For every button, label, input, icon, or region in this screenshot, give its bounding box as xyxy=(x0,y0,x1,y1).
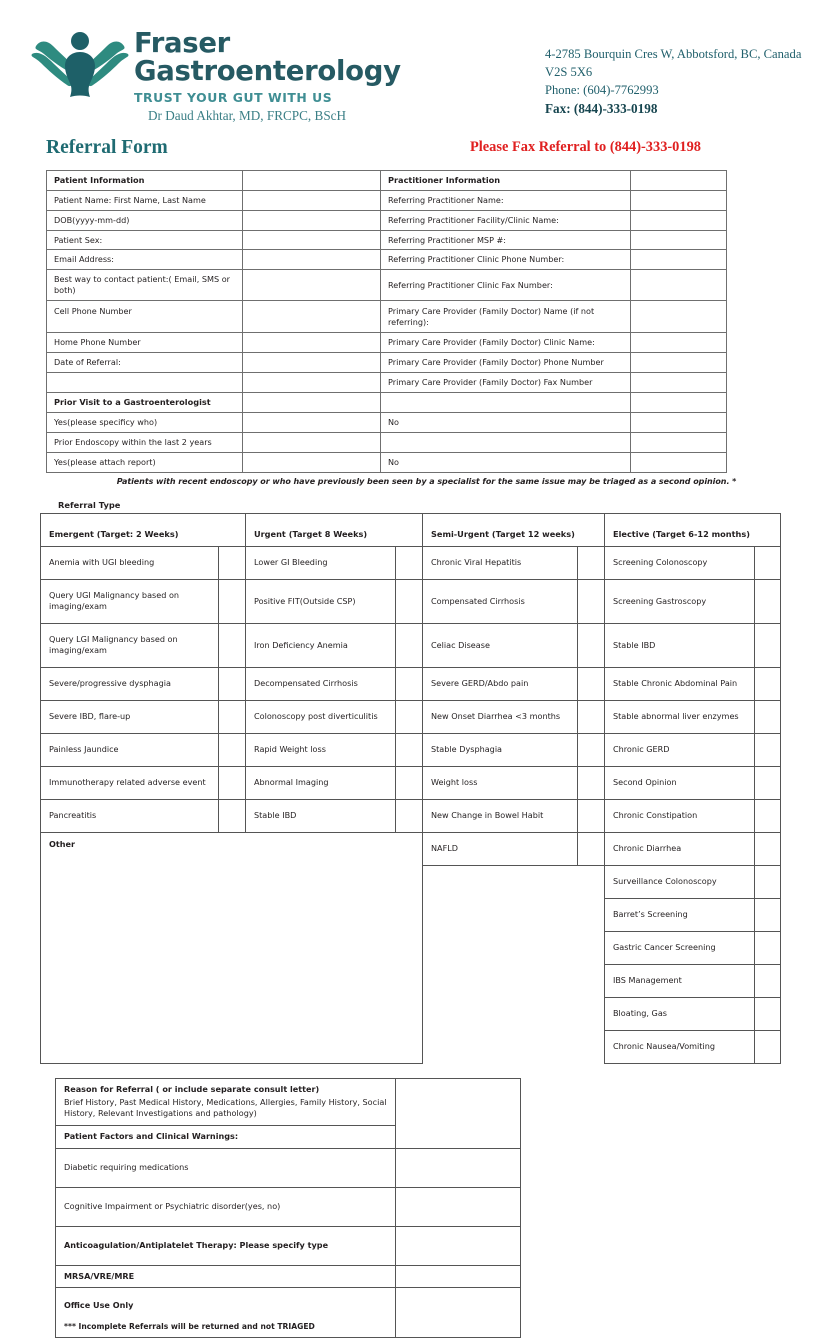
elective-item-13: Bloating, Gas xyxy=(605,997,755,1030)
prior-field-input-2[interactable] xyxy=(243,452,381,472)
practitioner-field-label-8: Primary Care Provider (Family Doctor) Fax Number xyxy=(381,373,631,393)
clinic-address: 4-2785 Bourquin Cres W, Abbotsford, BC, Canada V2S 5X6 xyxy=(545,47,802,79)
referral-type-table xyxy=(40,513,781,1064)
elective-item-10: Barret’s Screening xyxy=(605,898,755,931)
office-use-only-input[interactable] xyxy=(396,1288,521,1338)
elective-item-0: Screening Colonoscopy xyxy=(605,546,755,579)
elective-checkbox-5[interactable] xyxy=(755,733,781,766)
emergent-checkbox-0[interactable] xyxy=(219,546,246,579)
elective-item-4: Stable abnormal liver enzymes xyxy=(605,700,755,733)
referral-column-header-3: Elective (Target 6-12 months) xyxy=(605,513,781,546)
elective-checkbox-0[interactable] xyxy=(755,546,781,579)
emergent-item-7: Pancreatitis xyxy=(41,799,219,832)
practitioner-field-input-7[interactable] xyxy=(631,353,727,373)
patient-field-input-4[interactable] xyxy=(243,270,381,301)
practitioner-field-input-5[interactable] xyxy=(631,301,727,333)
brand-block xyxy=(134,26,487,123)
semi-urgent-item-5: Stable Dysphagia xyxy=(423,733,578,766)
table-row xyxy=(41,832,781,865)
elective-checkbox-8[interactable] xyxy=(755,832,781,865)
prior-field-label-1: Prior Endoscopy within the last 2 years xyxy=(47,432,243,452)
emergent-item-6: Immunotherapy related adverse event xyxy=(41,766,219,799)
semi-urgent-empty-check-13 xyxy=(578,997,605,1030)
semi-urgent-empty-14 xyxy=(423,1030,578,1063)
patient-field-input-2[interactable] xyxy=(243,230,381,250)
table-row xyxy=(56,1226,521,1265)
practitioner-field-label-3: Referring Practitioner Clinic Phone Number: xyxy=(381,250,631,270)
table-row xyxy=(56,1187,521,1226)
table-row xyxy=(47,432,727,452)
urgent-checkbox-1[interactable] xyxy=(396,579,423,623)
semi-urgent-empty-12 xyxy=(423,964,578,997)
urgent-checkbox-3[interactable] xyxy=(396,667,423,700)
prior-visit-header: Prior Visit to a Gastroenterologist xyxy=(47,392,243,412)
practitioner-field-label-1: Referring Practitioner Facility/Clinic Name: xyxy=(381,210,631,230)
semi-urgent-item-2: Celiac Disease xyxy=(423,623,578,667)
table-row xyxy=(47,373,727,393)
referral-column-header-0: Emergent (Target: 2 Weeks) xyxy=(41,513,246,546)
elective-checkbox-2[interactable] xyxy=(755,623,781,667)
elective-item-5: Chronic GERD xyxy=(605,733,755,766)
prior-field-option-input-1[interactable] xyxy=(631,432,727,452)
factor-cognitive-input[interactable] xyxy=(396,1187,521,1226)
elective-checkbox-10[interactable] xyxy=(755,898,781,931)
table-row xyxy=(47,230,727,250)
other-label: Other xyxy=(41,832,423,1063)
emergent-item-0: Anemia with UGI bleeding xyxy=(41,546,219,579)
prior-field-label-2: Yes(please attach report) xyxy=(47,452,243,472)
urgent-item-7: Stable IBD xyxy=(246,799,396,832)
patient-information-header: Patient Information xyxy=(47,170,243,190)
page-header xyxy=(0,0,817,123)
prior-field-option-input-2[interactable] xyxy=(631,452,727,472)
practitioner-field-input-3[interactable] xyxy=(631,250,727,270)
emergent-checkbox-1[interactable] xyxy=(219,579,246,623)
elective-item-12: IBS Management xyxy=(605,964,755,997)
elective-item-6: Second Opinion xyxy=(605,766,755,799)
table-row xyxy=(41,667,781,700)
elective-item-9: Surveillance Colonoscopy xyxy=(605,865,755,898)
emergent-checkbox-6[interactable] xyxy=(219,766,246,799)
urgent-checkbox-7[interactable] xyxy=(396,799,423,832)
incomplete-referral-warning: *** Incomplete Referrals will be returned and not TRIAGED xyxy=(64,1322,315,1332)
elective-item-11: Gastric Cancer Screening xyxy=(605,931,755,964)
urgent-checkbox-0[interactable] xyxy=(396,546,423,579)
factor-anticoagulation-label: Anticoagulation/Antiplatelet Therapy: Please specify type xyxy=(56,1226,396,1265)
patient-field-label-1: DOB(yyyy-mm-dd) xyxy=(47,210,243,230)
patient-field-label-6: Home Phone Number xyxy=(47,333,243,353)
emergent-checkbox-5[interactable] xyxy=(219,733,246,766)
semi-urgent-item-7: New Change in Bowel Habit xyxy=(423,799,578,832)
semi-urgent-item-0: Chronic Viral Hepatitis xyxy=(423,546,578,579)
table-row xyxy=(47,392,727,412)
emergent-item-4: Severe IBD, flare-up xyxy=(41,700,219,733)
semi-urgent-checkbox-0[interactable] xyxy=(578,546,605,579)
semi-urgent-empty-13 xyxy=(423,997,578,1030)
table-row xyxy=(56,1288,521,1338)
patient-field-label-4: Best way to contact patient:( Email, SMS or both) xyxy=(47,270,243,301)
factor-diabetic-input[interactable] xyxy=(396,1148,521,1187)
emergent-checkbox-3[interactable] xyxy=(219,667,246,700)
patient-field-input-7[interactable] xyxy=(243,353,381,373)
practitioner-field-label-2: Referring Practitioner MSP #: xyxy=(381,230,631,250)
table-row xyxy=(47,301,727,333)
emergent-checkbox-4[interactable] xyxy=(219,700,246,733)
urgent-item-5: Rapid Weight loss xyxy=(246,733,396,766)
semi-urgent-item-8: NAFLD xyxy=(423,832,578,865)
table-row xyxy=(47,413,727,433)
table-row xyxy=(47,210,727,230)
semi-urgent-empty-check-11 xyxy=(578,931,605,964)
semi-urgent-empty-check-9 xyxy=(578,865,605,898)
practitioner-field-input-8[interactable] xyxy=(631,373,727,393)
elective-checkbox-4[interactable] xyxy=(755,700,781,733)
table-row xyxy=(56,1265,521,1288)
urgent-item-4: Colonoscopy post diverticulitis xyxy=(246,700,396,733)
prior-visit-cell-4[interactable] xyxy=(631,392,727,412)
practitioner-info-value-cell[interactable] xyxy=(631,170,727,190)
elective-item-2: Stable IBD xyxy=(605,623,755,667)
practitioner-field-label-4: Referring Practitioner Clinic Fax Number: xyxy=(381,270,631,301)
semi-urgent-checkbox-8[interactable] xyxy=(578,832,605,865)
table-row xyxy=(47,333,727,353)
prior-field-input-0[interactable] xyxy=(243,413,381,433)
patient-field-label-8 xyxy=(47,373,243,393)
emergent-item-3: Severe/progressive dysphagia xyxy=(41,667,219,700)
practitioner-field-label-5: Primary Care Provider (Family Doctor) Name (if not referring): xyxy=(381,301,631,333)
elective-item-7: Chronic Constipation xyxy=(605,799,755,832)
elective-item-8: Chronic Diarrhea xyxy=(605,832,755,865)
clinic-contact-info xyxy=(545,46,817,118)
elective-checkbox-14[interactable] xyxy=(755,1030,781,1063)
elective-checkbox-12[interactable] xyxy=(755,964,781,997)
prior-field-option-2: No xyxy=(381,452,631,472)
patient-field-label-7: Date of Referral: xyxy=(47,353,243,373)
doctor-credentials: Dr Daud Akhtar, MD, FRCPC, BScH xyxy=(148,108,347,124)
title-row xyxy=(0,137,817,161)
patient-field-input-1[interactable] xyxy=(243,210,381,230)
elective-item-1: Screening Gastroscopy xyxy=(605,579,755,623)
reason-subtext: Brief History, Past Medical History, Medications, Allergies, Family History, Social History, Relevant Investigations and pathology) xyxy=(64,1096,387,1119)
reason-and-warnings-table xyxy=(55,1078,521,1338)
patient-field-label-3: Email Address: xyxy=(47,250,243,270)
fax-referral-notice: Please Fax Referral to (844)-333-0198 xyxy=(470,138,701,155)
office-use-title: Office Use Only xyxy=(64,1300,134,1311)
emergent-checkbox-2[interactable] xyxy=(219,623,246,667)
semi-urgent-checkbox-2[interactable] xyxy=(578,623,605,667)
elective-checkbox-11[interactable] xyxy=(755,931,781,964)
referral-column-header-2: Semi-Urgent (Target 12 weeks) xyxy=(423,513,605,546)
elective-checkbox-7[interactable] xyxy=(755,799,781,832)
practitioner-field-input-2[interactable] xyxy=(631,230,727,250)
prior-field-option-0: No xyxy=(381,413,631,433)
reason-title: Reason for Referral ( or include separate consult letter) xyxy=(64,1083,320,1094)
table-row xyxy=(56,1078,521,1125)
table-row xyxy=(41,623,781,667)
semi-urgent-empty-9 xyxy=(423,865,578,898)
semi-urgent-empty-10 xyxy=(423,898,578,931)
semi-urgent-checkbox-6[interactable] xyxy=(578,766,605,799)
semi-urgent-checkbox-3[interactable] xyxy=(578,667,605,700)
office-use-only-label xyxy=(56,1288,396,1338)
patient-field-label-0: Patient Name: First Name, Last Name xyxy=(47,190,243,210)
urgent-item-6: Abnormal Imaging xyxy=(246,766,396,799)
factor-cognitive-label: Cognitive Impairment or Psychiatric disorder(yes, no) xyxy=(56,1187,396,1226)
urgent-checkbox-2[interactable] xyxy=(396,623,423,667)
table-row xyxy=(47,452,727,472)
urgent-checkbox-4[interactable] xyxy=(396,700,423,733)
semi-urgent-checkbox-1[interactable] xyxy=(578,579,605,623)
clinic-logo xyxy=(30,28,130,100)
urgent-item-0: Lower GI Bleeding xyxy=(246,546,396,579)
urgent-item-2: Iron Deficiency Anemia xyxy=(246,623,396,667)
brand-title: Fraser Gastroenterology xyxy=(134,27,401,87)
patient-field-input-6[interactable] xyxy=(243,333,381,353)
prior-visit-cell-2[interactable] xyxy=(243,392,381,412)
reason-for-referral-input[interactable] xyxy=(396,1078,521,1148)
table-row xyxy=(56,1148,521,1187)
practitioner-field-input-1[interactable] xyxy=(631,210,727,230)
referral-type-label: Referral Type xyxy=(58,499,121,510)
elective-checkbox-1[interactable] xyxy=(755,579,781,623)
elective-checkbox-3[interactable] xyxy=(755,667,781,700)
semi-urgent-empty-11 xyxy=(423,931,578,964)
table-row xyxy=(41,513,781,546)
semi-urgent-checkbox-7[interactable] xyxy=(578,799,605,832)
prior-visit-cell-3[interactable] xyxy=(381,392,631,412)
factor-mrsa-input[interactable] xyxy=(396,1265,521,1288)
emergent-checkbox-7[interactable] xyxy=(219,799,246,832)
patient-field-input-3[interactable] xyxy=(243,250,381,270)
practitioner-information-header: Practitioner Information xyxy=(381,170,631,190)
table-row xyxy=(41,700,781,733)
table-row xyxy=(41,733,781,766)
elective-item-14: Chronic Nausea/Vomiting xyxy=(605,1030,755,1063)
patient-field-input-8[interactable] xyxy=(243,373,381,393)
urgent-checkbox-6[interactable] xyxy=(396,766,423,799)
semi-urgent-item-6: Weight loss xyxy=(423,766,578,799)
urgent-checkbox-5[interactable] xyxy=(396,733,423,766)
clinic-fax: Fax: (844)-333-0198 xyxy=(545,100,658,116)
emergent-item-5: Painless Jaundice xyxy=(41,733,219,766)
table-row xyxy=(47,170,727,190)
table-row xyxy=(47,353,727,373)
prior-field-option-1 xyxy=(381,432,631,452)
practitioner-field-label-7: Primary Care Provider (Family Doctor) Phone Number xyxy=(381,353,631,373)
practitioner-field-label-6: Primary Care Provider (Family Doctor) Clinic Name: xyxy=(381,333,631,353)
semi-urgent-empty-check-12 xyxy=(578,964,605,997)
prior-field-label-0: Yes(please specificy who) xyxy=(47,413,243,433)
practitioner-field-input-4[interactable] xyxy=(631,270,727,301)
table-row xyxy=(41,766,781,799)
semi-urgent-item-4: New Onset Diarrhea <3 months xyxy=(423,700,578,733)
clinic-phone: Phone: (604)-7762993 xyxy=(545,82,659,97)
semi-urgent-checkbox-4[interactable] xyxy=(578,700,605,733)
patient-practitioner-table xyxy=(46,170,727,473)
table-row xyxy=(47,190,727,210)
urgent-item-1: Positive FIT(Outside CSP) xyxy=(246,579,396,623)
brand-tagline: TRUST YOUR GUT WITH US xyxy=(134,90,333,105)
person-arms-raised-logo-icon xyxy=(32,32,129,97)
prior-field-option-input-0[interactable] xyxy=(631,413,727,433)
patient-field-input-5[interactable] xyxy=(243,301,381,333)
elective-item-3: Stable Chronic Abdominal Pain xyxy=(605,667,755,700)
second-opinion-note: Patients with recent endoscopy or who have previously been seen by a specialist for the same issue may be triaged as a second opinion. * xyxy=(116,476,737,486)
factor-anticoagulation-input[interactable] xyxy=(396,1226,521,1265)
semi-urgent-item-3: Severe GERD/Abdo pain xyxy=(423,667,578,700)
practitioner-field-input-0[interactable] xyxy=(631,190,727,210)
table-row xyxy=(41,546,781,579)
semi-urgent-empty-check-10 xyxy=(578,898,605,931)
page-title: Referral Form xyxy=(46,136,168,158)
practitioner-field-label-0: Referring Practitioner Name: xyxy=(381,190,631,210)
reason-for-referral-label xyxy=(56,1078,396,1125)
table-row xyxy=(41,579,781,623)
factor-diabetic-label: Diabetic requiring medications xyxy=(56,1148,396,1187)
emergent-item-2: Query LGI Malignancy based on imaging/exam xyxy=(41,623,219,667)
semi-urgent-checkbox-5[interactable] xyxy=(578,733,605,766)
factor-mrsa-label: MRSA/VRE/MRE xyxy=(56,1265,396,1288)
semi-urgent-item-1: Compensated Cirrhosis xyxy=(423,579,578,623)
table-row xyxy=(47,250,727,270)
referral-column-header-1: Urgent (Target 8 Weeks) xyxy=(246,513,423,546)
practitioner-field-input-6[interactable] xyxy=(631,333,727,353)
elective-checkbox-9[interactable] xyxy=(755,865,781,898)
patient-factors-header: Patient Factors and Clinical Warnings: xyxy=(56,1126,396,1149)
prior-field-input-1[interactable] xyxy=(243,432,381,452)
patient-field-label-5: Cell Phone Number xyxy=(47,301,243,333)
elective-checkbox-6[interactable] xyxy=(755,766,781,799)
elective-checkbox-13[interactable] xyxy=(755,997,781,1030)
patient-field-label-2: Patient Sex: xyxy=(47,230,243,250)
emergent-item-1: Query UGI Malignancy based on imaging/exam xyxy=(41,579,219,623)
patient-field-input-0[interactable] xyxy=(243,190,381,210)
patient-info-value-cell[interactable] xyxy=(243,170,381,190)
semi-urgent-empty-check-14 xyxy=(578,1030,605,1063)
table-row xyxy=(41,799,781,832)
urgent-item-3: Decompensated Cirrhosis xyxy=(246,667,396,700)
table-row xyxy=(47,270,727,301)
